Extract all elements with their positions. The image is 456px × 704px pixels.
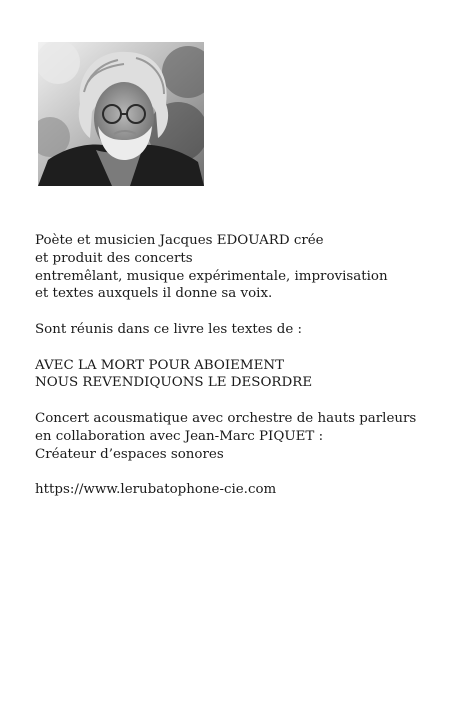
intro-line: Sont réunis dans ce livre les textes de : [35,321,303,337]
author-portrait-photo [38,42,204,186]
work-title: AVEC LA MORT POUR ABOIEMENT [35,357,285,373]
bio-line: Poète et musicien Jacques EDOUARD crée [35,233,324,248]
concert-line: Concert acousmatique avec orchestre de hauts parleurs [35,410,417,426]
bio-line: et produit des concerts [35,250,193,266]
concert-line: en collaboration avec Jean-Marc PIQUET : [35,428,324,444]
website-url: https://www.lerubatophone-cie.com [35,482,277,498]
work-title: NOUS REVENDIQUONS LE DESORDRE [35,375,313,391]
paragraph-gap [35,463,435,481]
book-back-cover-text [35,232,435,499]
bio-line: entremêlant, musique expérimentale, improvisation [35,268,388,284]
concert-line: Créateur d’espaces sonores [35,446,224,462]
portrait-illustration [38,42,204,186]
paragraph-gap [35,392,435,410]
bio-line: et textes auxquels il donne sa voix. [35,286,273,302]
paragraph-gap [35,303,435,321]
paragraph-gap [35,339,435,357]
